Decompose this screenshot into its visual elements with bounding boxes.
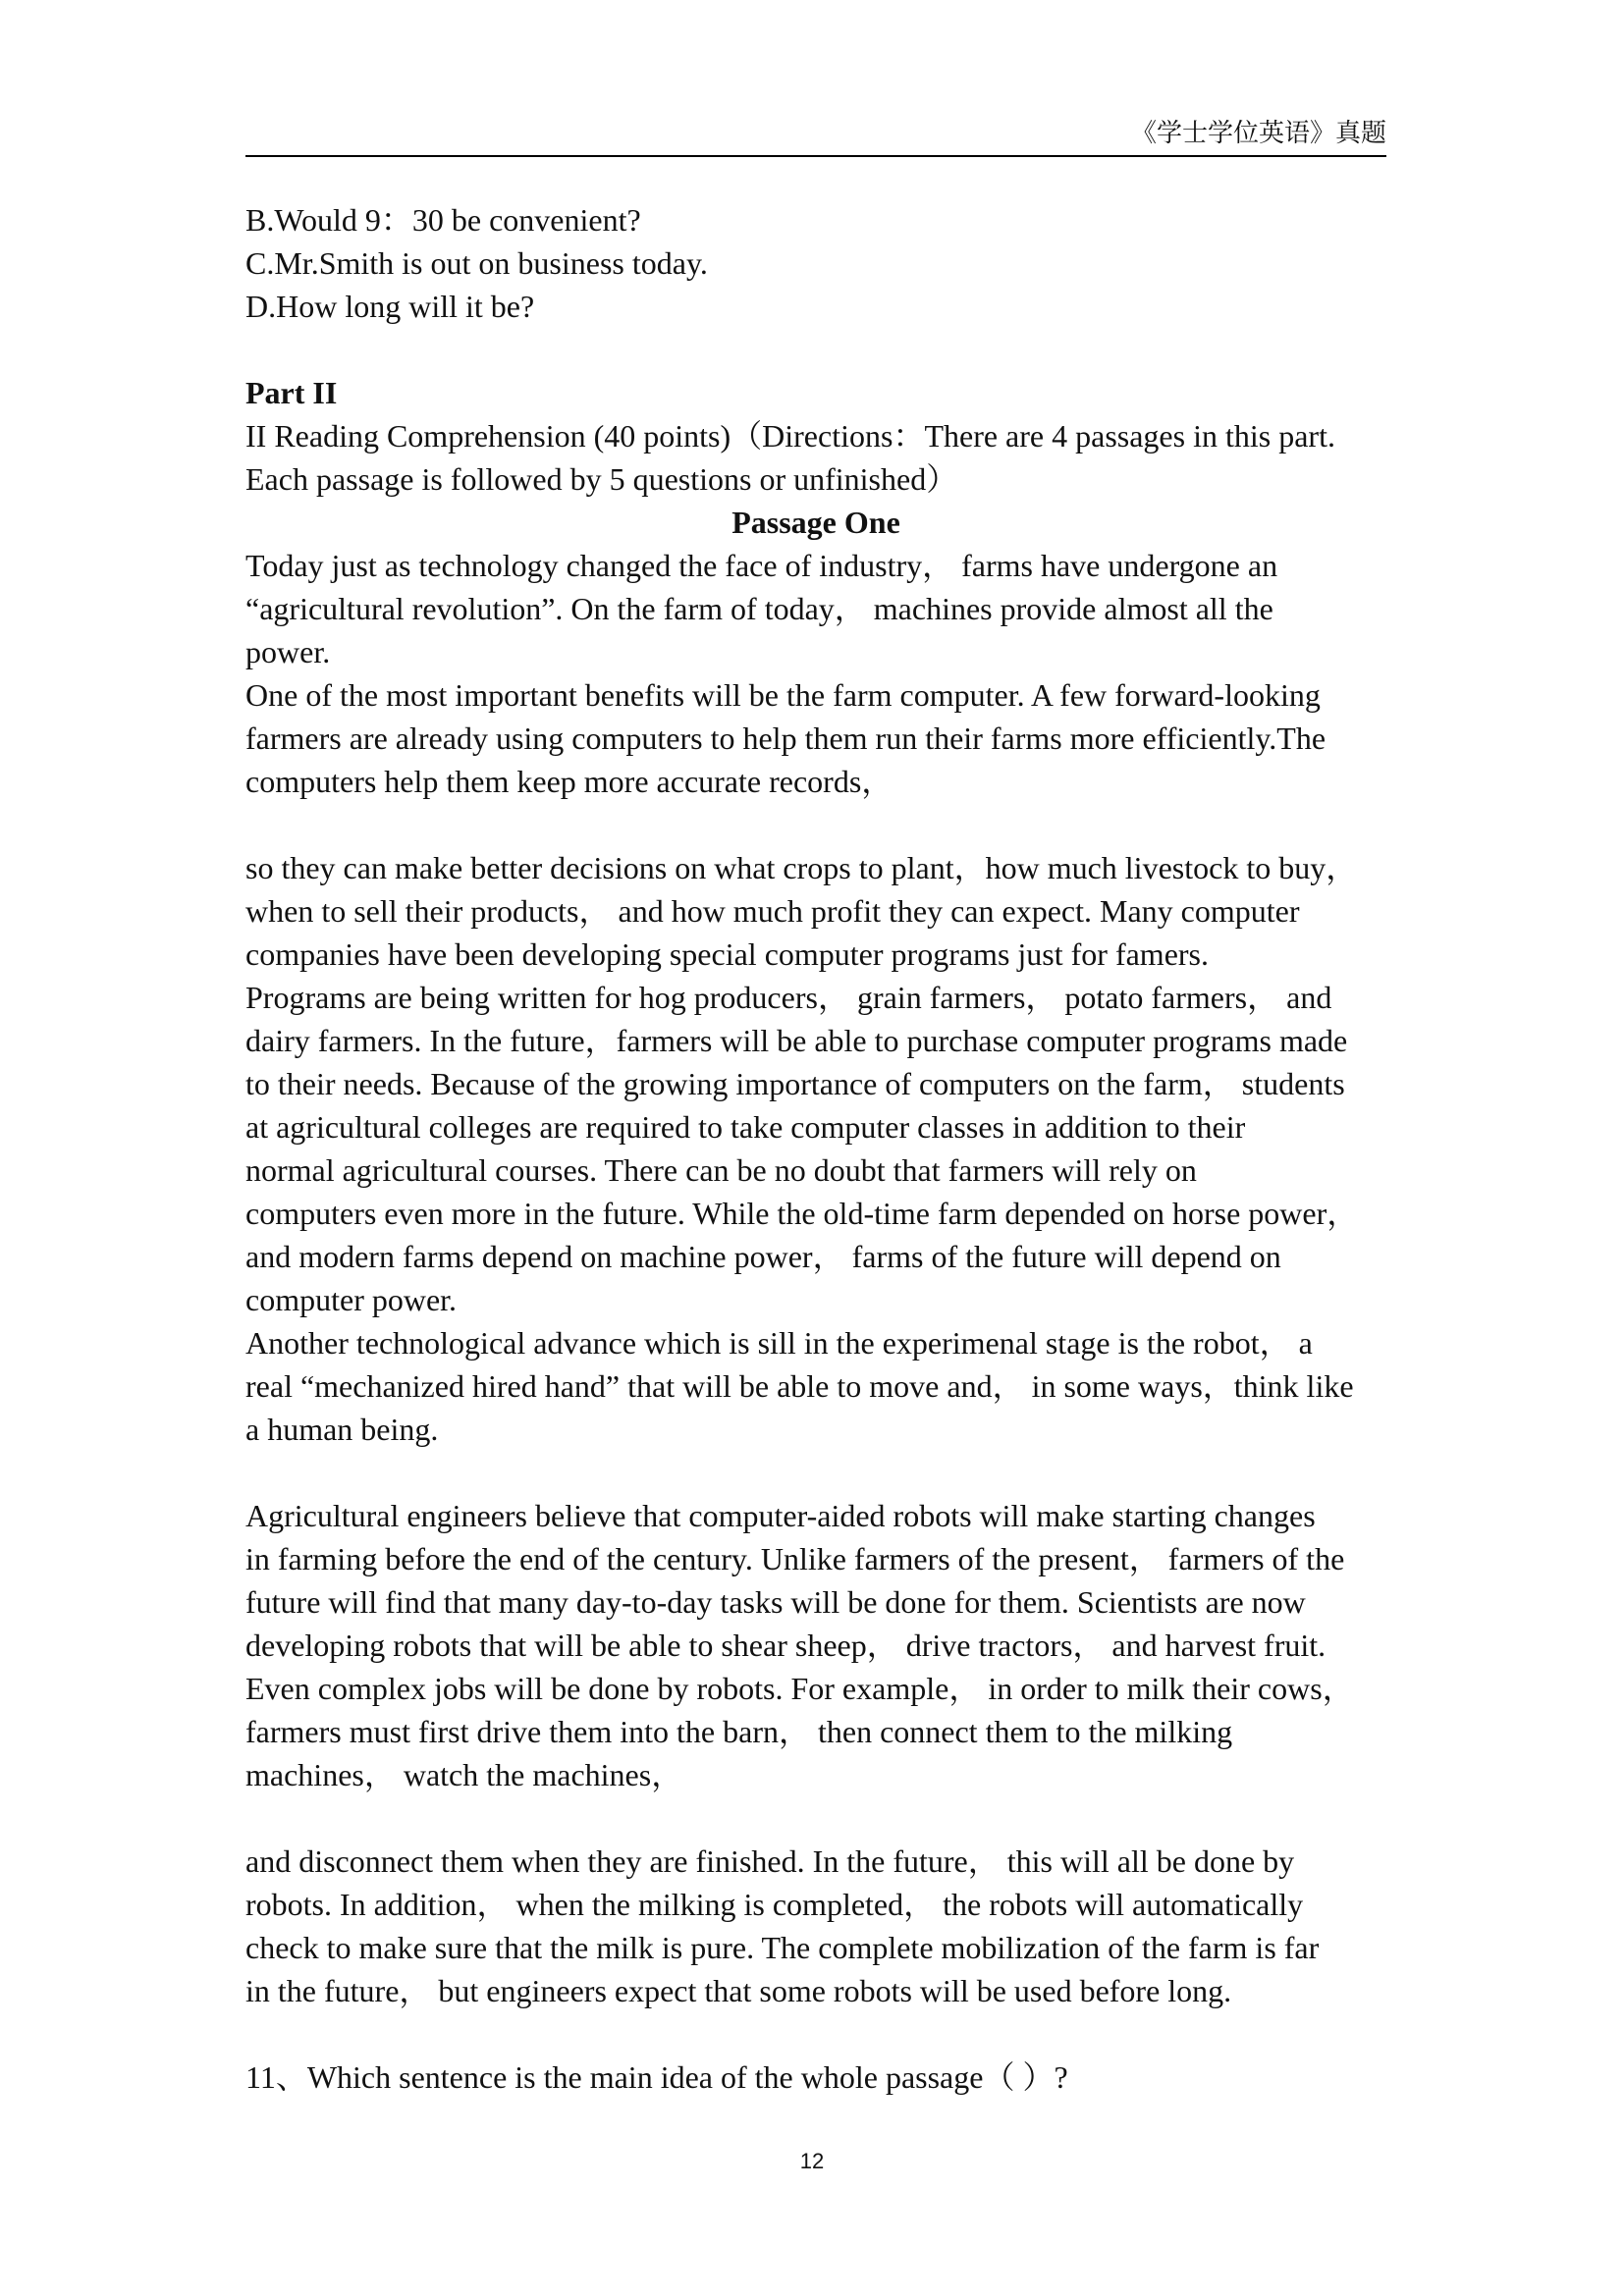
text-line: D.How long will it be? — [245, 289, 535, 324]
text-line: machines， watch the machines， — [245, 1757, 683, 1792]
text-line: Another technological advance which is sill in the experimenal stage is the robot， a — [245, 1325, 1313, 1361]
text-line: dairy farmers. In the future，farmers will be able to purchase computer programs made — [245, 1023, 1348, 1058]
text-line: Each passage is followed by 5 questions or unfinished） — [245, 461, 958, 497]
text-line: in farming before the end of the century. Unlike farmers of the present， farmers of the — [245, 1541, 1345, 1576]
passage-title: Passage One — [731, 505, 900, 540]
text-line: Programs are being written for hog producers， grain farmers， potato farmers， and — [245, 980, 1332, 1015]
text-line: future will find that many day-to-day tasks will be done for them. Scientists are now — [245, 1584, 1306, 1620]
text-line: to their needs. Because of the growing importance of computers on the farm， students — [245, 1066, 1345, 1101]
header-title: 《学士学位英语》真题 — [1130, 119, 1386, 147]
section-heading: Part II — [245, 375, 338, 410]
text-line: power. — [245, 634, 331, 669]
text-line: farmers are already using computers to help them run their farms more efficiently.The — [245, 721, 1326, 756]
page-header — [245, 116, 1386, 157]
text-line: computers even more in the future. While the old-time farm depended on horse power， — [245, 1196, 1359, 1231]
blank-line — [245, 803, 1404, 846]
text-line: and modern farms depend on machine power， farms of the future will depend on — [245, 1239, 1281, 1274]
text-line: so they can make better decisions on what crops to plant，how much livestock to buy， — [245, 850, 1358, 885]
text-line: 11、Which sentence is the main idea of the whole passage（ ）? — [245, 2059, 1068, 2095]
text-line: a human being. — [245, 1412, 439, 1447]
text-line: companies have been developing special computer programs just for famers. — [245, 936, 1209, 972]
text-line: One of the most important benefits will be the farm computer. A few forward-looking — [245, 677, 1321, 713]
blank-line — [245, 1451, 1404, 1494]
text-line: real “mechanized hired hand” that will be able to move and， in some ways，think like — [245, 1368, 1354, 1404]
text-line: Even complex jobs will be done by robots. For example， in order to milk their cows， — [245, 1671, 1354, 1706]
text-line: normal agricultural courses. There can be no doubt that farmers will rely on — [245, 1152, 1197, 1188]
text-line: II Reading Comprehension (40 points)（Directions：There are 4 passages in this part. — [245, 418, 1335, 454]
text-line: at agricultural colleges are required to take computer classes in addition to their — [245, 1109, 1246, 1145]
page-number: 12 — [799, 2149, 825, 2173]
text-line: B.Would 9：30 be convenient? — [245, 202, 641, 238]
text-line: and disconnect them when they are finished. In the future， this will all be done by — [245, 1843, 1295, 1879]
text-line: check to make sure that the milk is pure. The complete mobilization of the farm is far — [245, 1930, 1320, 1965]
text-line: computer power. — [245, 1282, 458, 1317]
text-line: in the future， but engineers expect that some robots will be used before long. — [245, 1973, 1232, 2008]
text-line: computers help them keep more accurate records， — [245, 764, 893, 799]
blank-line — [245, 1796, 1404, 1840]
text-line: Today just as technology changed the face of industry， farms have undergone an — [245, 548, 1278, 583]
text-line: farmers must first drive them into the barn， then connect them to the milking — [245, 1714, 1233, 1749]
text-line: developing robots that will be able to shear sheep， drive tractors， and harvest fruit. — [245, 1628, 1326, 1663]
text-line: C.Mr.Smith is out on business today. — [245, 245, 708, 281]
text-line: Agricultural engineers believe that computer-aided robots will make starting changes — [245, 1498, 1316, 1533]
text-line: “agricultural revolution”. On the farm of today， machines provide almost all the — [245, 591, 1273, 626]
blank-line — [245, 2012, 1404, 2056]
text-line: when to sell their products， and how much profit they can expect. Many computer — [245, 893, 1300, 929]
document-body — [245, 198, 1404, 2099]
blank-line — [245, 328, 1404, 371]
text-line: robots. In addition， when the milking is completed， the robots will automatically — [245, 1887, 1304, 1922]
